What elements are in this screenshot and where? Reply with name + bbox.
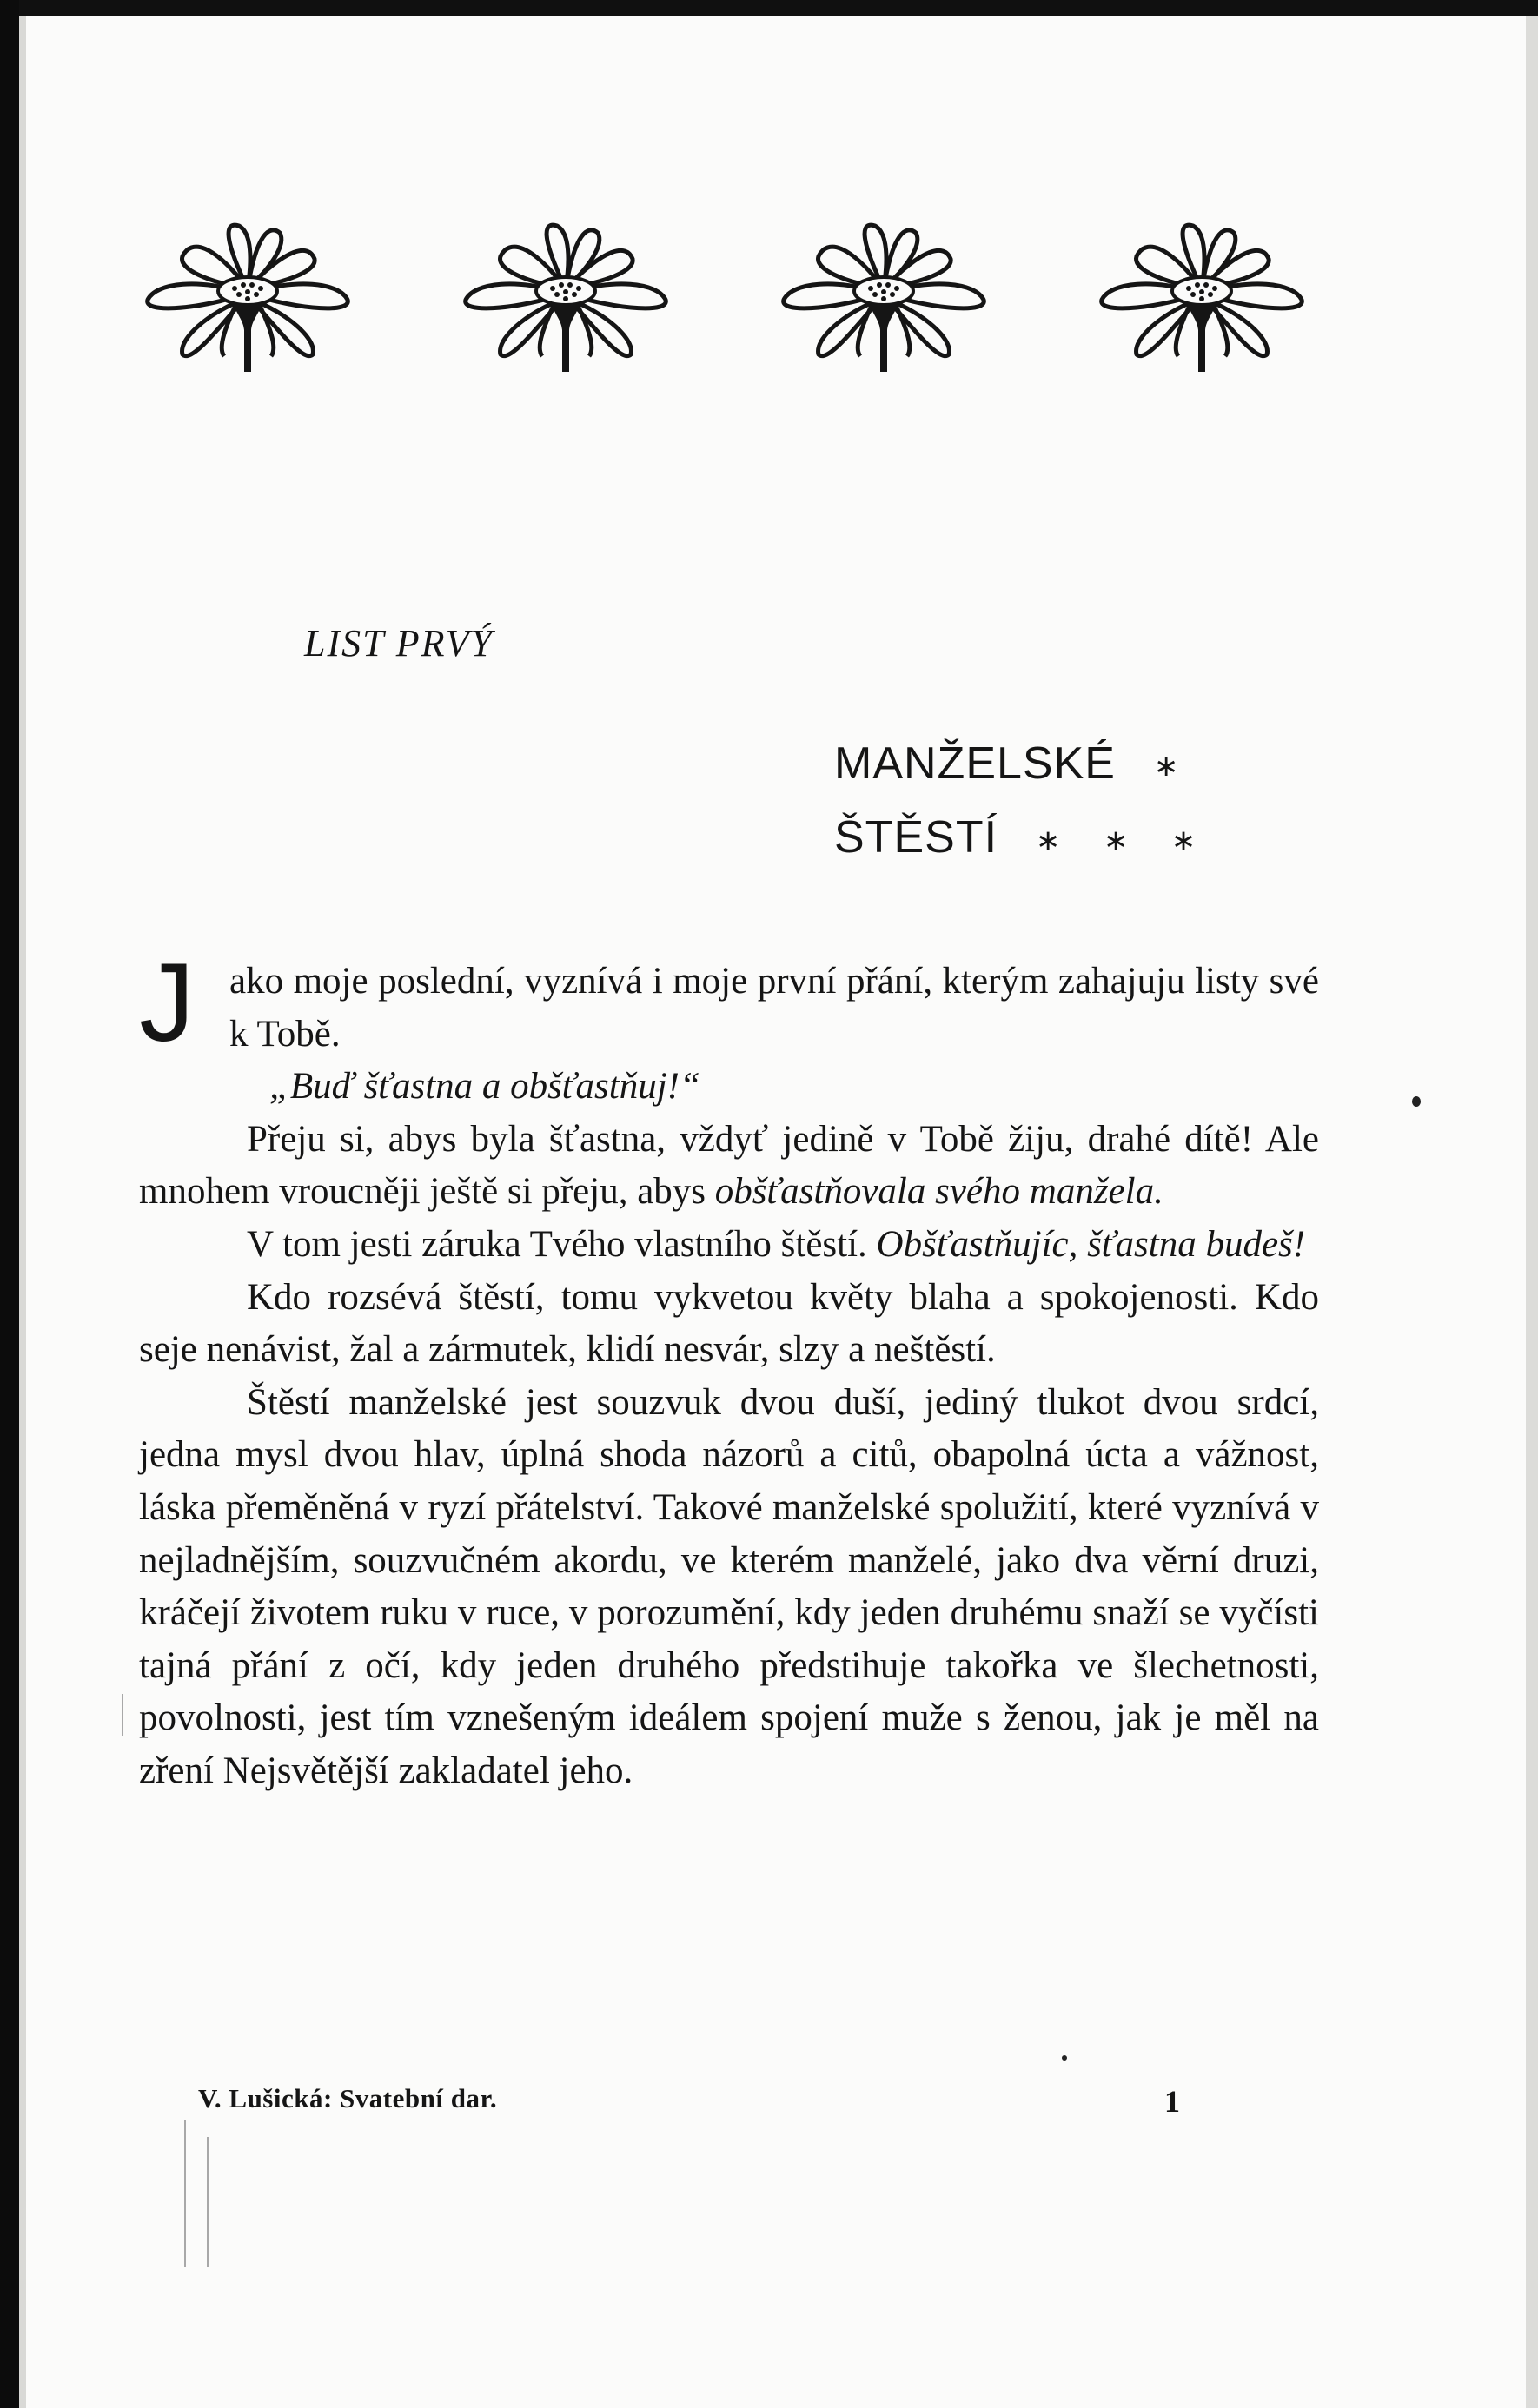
ink-speck	[1412, 1096, 1421, 1107]
paragraph-text: Kdo rozsévá štěstí, tomu vykvetou květy blaha a spokojenosti. Kdo seje nenávist, žal a zármutek, klidí nesvár, slzy a neštěstí.	[139, 1276, 1319, 1371]
paragraph-opening	[139, 941, 1319, 1065]
chapter-title-word1: MANŽELSKÉ	[834, 738, 1116, 789]
title-star-ornament: ∗ ∗ ∗	[1036, 824, 1197, 857]
chapter-title-line1	[834, 728, 1196, 802]
chapter-title-word2: ŠTĚSTÍ	[834, 812, 998, 863]
scan-scratch	[184, 2120, 186, 2267]
daisy-flower-icon	[766, 217, 1001, 374]
scan-edge-right	[1526, 16, 1538, 2408]
emphasis-text: obšťastňovala svého manžela.	[714, 1171, 1163, 1213]
scan-scratch	[122, 1694, 123, 1736]
chapter-title-line2	[834, 802, 1196, 876]
chapter-title	[834, 728, 1196, 877]
scan-edge-left	[0, 0, 19, 2408]
paragraph-text: ako moje poslední, vyznívá i moje první přání, kterým zahajuju listy své k Tobě.	[229, 961, 1319, 1055]
scan-scratch	[207, 2137, 209, 2267]
page-number: 1	[1164, 2084, 1180, 2119]
scan-edge-left-shadow	[19, 16, 26, 2408]
scan-edge-top	[0, 0, 1538, 16]
emphasis-text: Obšťastňujíc, šťastna budeš!	[876, 1223, 1306, 1265]
daisy-flower-icon	[448, 217, 683, 374]
paragraph	[139, 1272, 1319, 1377]
daisy-flower-icon	[1084, 217, 1319, 374]
paragraph	[139, 1219, 1319, 1272]
signature-line: V. Lušická: Svatební dar.	[198, 2083, 498, 2114]
title-star-ornament: ∗	[1153, 750, 1179, 784]
page-footer	[198, 2083, 1180, 2135]
paragraph	[139, 1377, 1319, 1798]
ink-speck	[1062, 2055, 1067, 2061]
paragraph	[139, 1114, 1319, 1219]
paragraph-quote	[139, 1061, 1319, 1114]
quote-text: „Buď šťastna a obšťastňuj!“	[269, 1066, 700, 1108]
ornament-row	[130, 217, 1321, 374]
paragraph-text: V tom jesti záruka Tvého vlastního štěstí.	[247, 1223, 867, 1265]
daisy-flower-icon	[130, 217, 365, 374]
paragraph-text: Přeju si, abys byla šťastna, vždyť jedině v Tobě žiju, drahé dítě! Ale mnohem vroucněji ještě si přeju, abys	[139, 1118, 1319, 1213]
drop-cap: J	[139, 941, 195, 1065]
paragraph-text: Štěstí manželské jest souzvuk dvou duší, jediný tlukot dvou srdcí, jedna mysl dvou hlav, úplná shoda názorů a citů, obapolná úcta a vážnost, láska přeměněná v ryzí přátelství. Takové manželské spolužití, které vyznívá v nejladnějším, souzvučném akordu, ve kterém manželé, jako dva věrní druzi, kráčejí životem ruku v ruce, v porozumění, kdy jeden druhému snaží se vyčísti tajná přání z očí, kdy jeden druhého předstihuje takořka ve šlechetnosti, povolnosti, jest tím vznešeným ideálem spojení muže s ženou, jak je měl na zření Nejsvětější zakladatel jeho.	[139, 1381, 1319, 1791]
letter-label: LIST PRVÝ	[304, 622, 494, 665]
body-text	[139, 941, 1319, 1798]
